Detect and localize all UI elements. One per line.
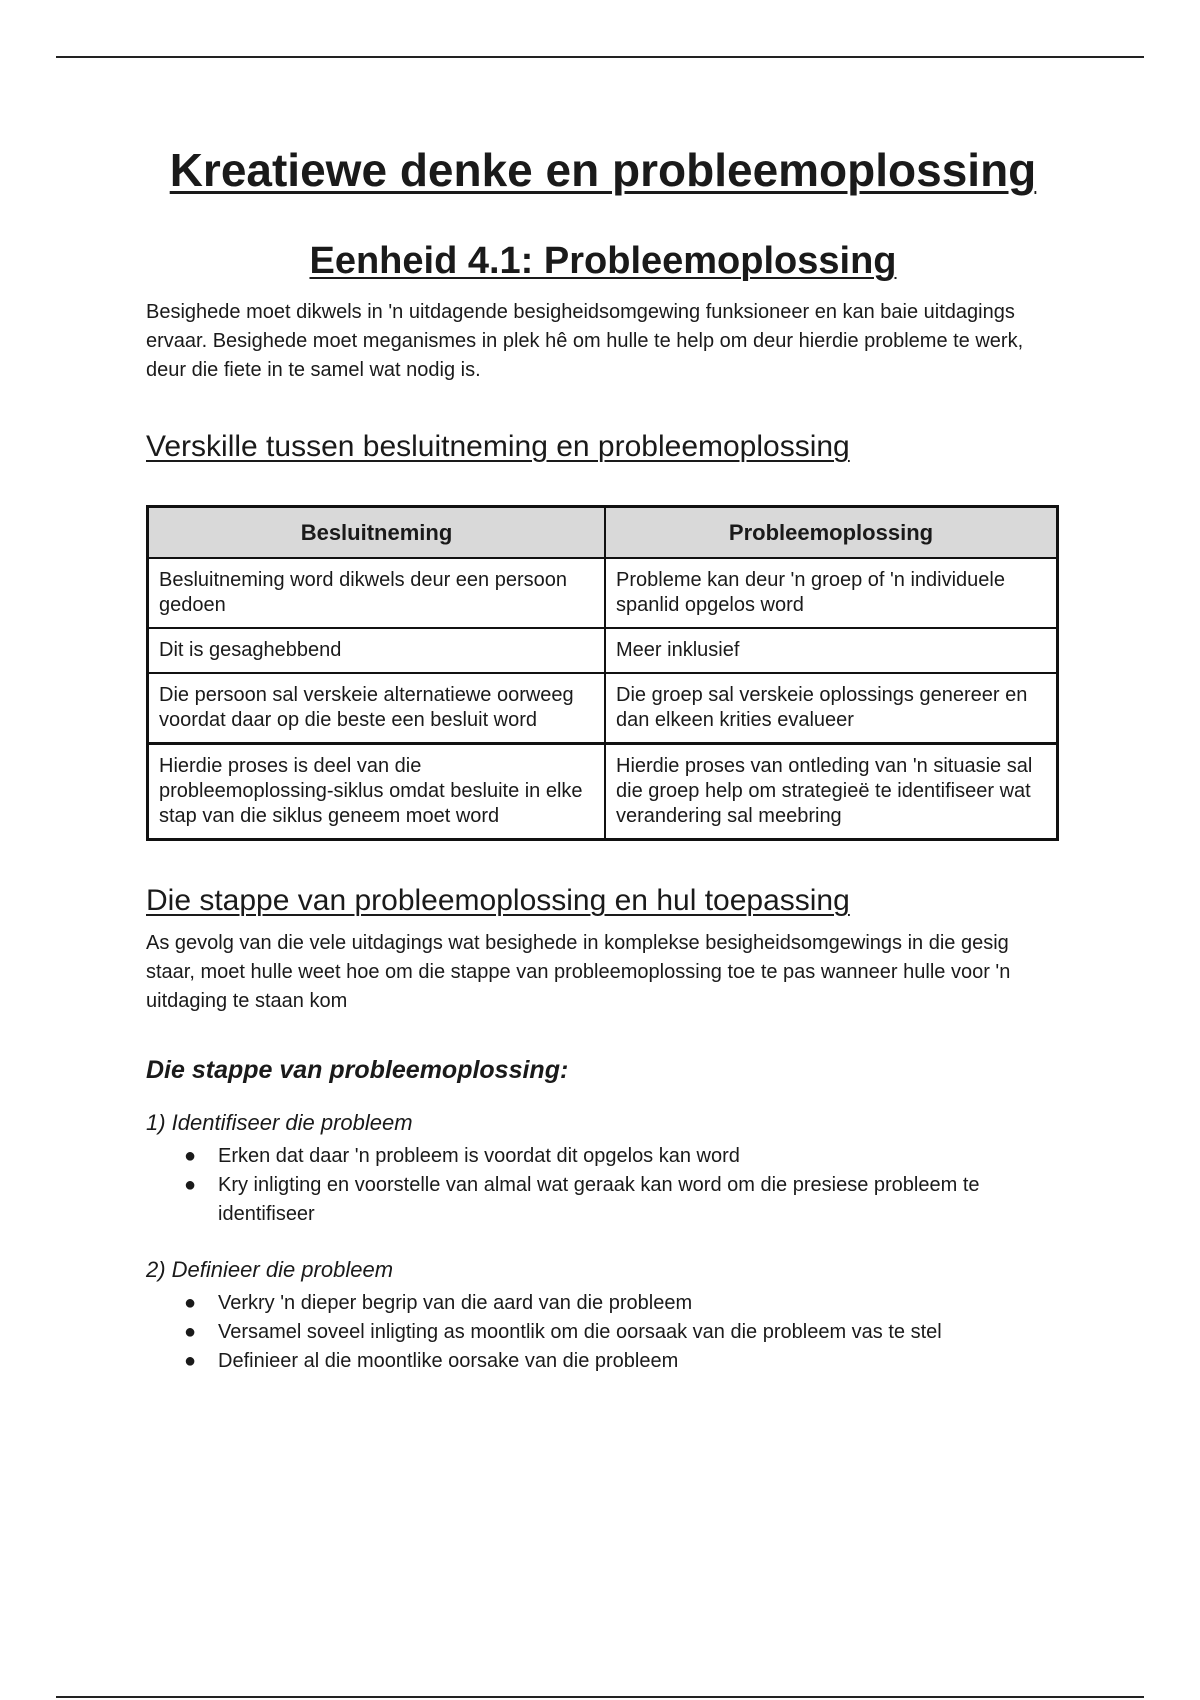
section-heading-steps: Die stappe van probleemoplossing en hul toepassing bbox=[146, 884, 850, 917]
bullet-icon: ● bbox=[184, 1174, 197, 1196]
list-item-text: Verkry 'n dieper begrip van die aard van die probleem bbox=[218, 1292, 693, 1314]
step-label: 2) Definieer die probleem bbox=[146, 1257, 394, 1282]
table-cell: Hierdie proses van ontleding van 'n situasie sal die groep help om strategieë te identifiseer wat verandering sal meebring bbox=[605, 744, 1058, 840]
table-cell: Die groep sal verskeie oplossings genereer en dan elkeen krities evalueer bbox=[605, 673, 1058, 744]
steps-intro-paragraph: As gevolg van die vele uitdagings wat besighede in komplekse besigheidsomgewings in die gesig staar, moet hulle weet hoe om die stappe van probleemoplossing toe te pas wanneer hulle voor 'n uitdaging te staan kom bbox=[146, 932, 1011, 1012]
bullet-icon: ● bbox=[184, 1321, 197, 1343]
step-label: 1) Identifiseer die probleem bbox=[146, 1110, 413, 1135]
intro-paragraph: Besighede moet dikwels in 'n uitdagende besigheidsomgewing funksioneer en kan baie uitdagings ervaar. Besighede moet meganismes in plek hê om hulle te help om deur hierdie probleme te werk, deur die fiete in te samel wat nodig is. bbox=[146, 301, 1024, 381]
list-item bbox=[184, 1171, 1060, 1229]
unit-title: Eenheid 4.1: Probleemoplossing bbox=[309, 240, 897, 282]
list-item bbox=[184, 1318, 1060, 1347]
column-header: Probleemoplossing bbox=[605, 507, 1058, 559]
list-item-text: Versamel soveel inligting as moontlik om die oorsaak van die probleem vas te stel bbox=[218, 1321, 942, 1343]
bullet-icon: ● bbox=[184, 1145, 197, 1167]
table-row bbox=[148, 673, 1058, 744]
document-body bbox=[146, 140, 1060, 1376]
table-cell: Besluitneming word dikwels deur een persoon gedoen bbox=[148, 558, 606, 628]
table-row bbox=[148, 558, 1058, 628]
list-item bbox=[184, 1347, 1060, 1376]
table-cell: Die persoon sal verskeie alternatiewe oorweeg voordat daar op die beste een besluit word bbox=[148, 673, 606, 744]
step-2-list bbox=[146, 1289, 1060, 1376]
table-cell: Probleme kan deur 'n groep of 'n individuele spanlid opgelos word bbox=[605, 558, 1058, 628]
section-heading-differences: Verskille tussen besluitneming en probleemoplossing bbox=[146, 430, 850, 463]
bottom-rule bbox=[56, 1696, 1144, 1698]
list-item-text: Definieer al die moontlike oorsake van die probleem bbox=[218, 1350, 679, 1372]
top-rule bbox=[56, 56, 1144, 58]
bullet-icon: ● bbox=[184, 1350, 197, 1372]
list-item-text: Erken dat daar 'n probleem is voordat dit opgelos kan word bbox=[218, 1145, 740, 1167]
table-cell: Dit is gesaghebbend bbox=[148, 628, 606, 673]
comparison-table bbox=[146, 505, 1059, 841]
document-title: Kreatiewe denke en probleemoplossing bbox=[169, 144, 1037, 196]
list-item bbox=[184, 1289, 1060, 1318]
table-cell: Hierdie proses is deel van die probleemoplossing-siklus omdat besluite in elke stap van die siklus geneem moet word bbox=[148, 744, 606, 840]
step-1-list bbox=[146, 1142, 1060, 1229]
bullet-icon: ● bbox=[184, 1292, 197, 1314]
table-cell: Meer inklusief bbox=[605, 628, 1058, 673]
list-item-text: Kry inligting en voorstelle van almal wat geraak kan word om die presiese probleem te identifiseer bbox=[218, 1174, 980, 1225]
list-item bbox=[184, 1142, 1060, 1171]
table-row bbox=[148, 744, 1058, 840]
table-header-row bbox=[148, 507, 1058, 559]
table-row bbox=[148, 628, 1058, 673]
steps-heading: Die stappe van probleemoplossing: bbox=[146, 1056, 569, 1084]
column-header: Besluitneming bbox=[148, 507, 606, 559]
